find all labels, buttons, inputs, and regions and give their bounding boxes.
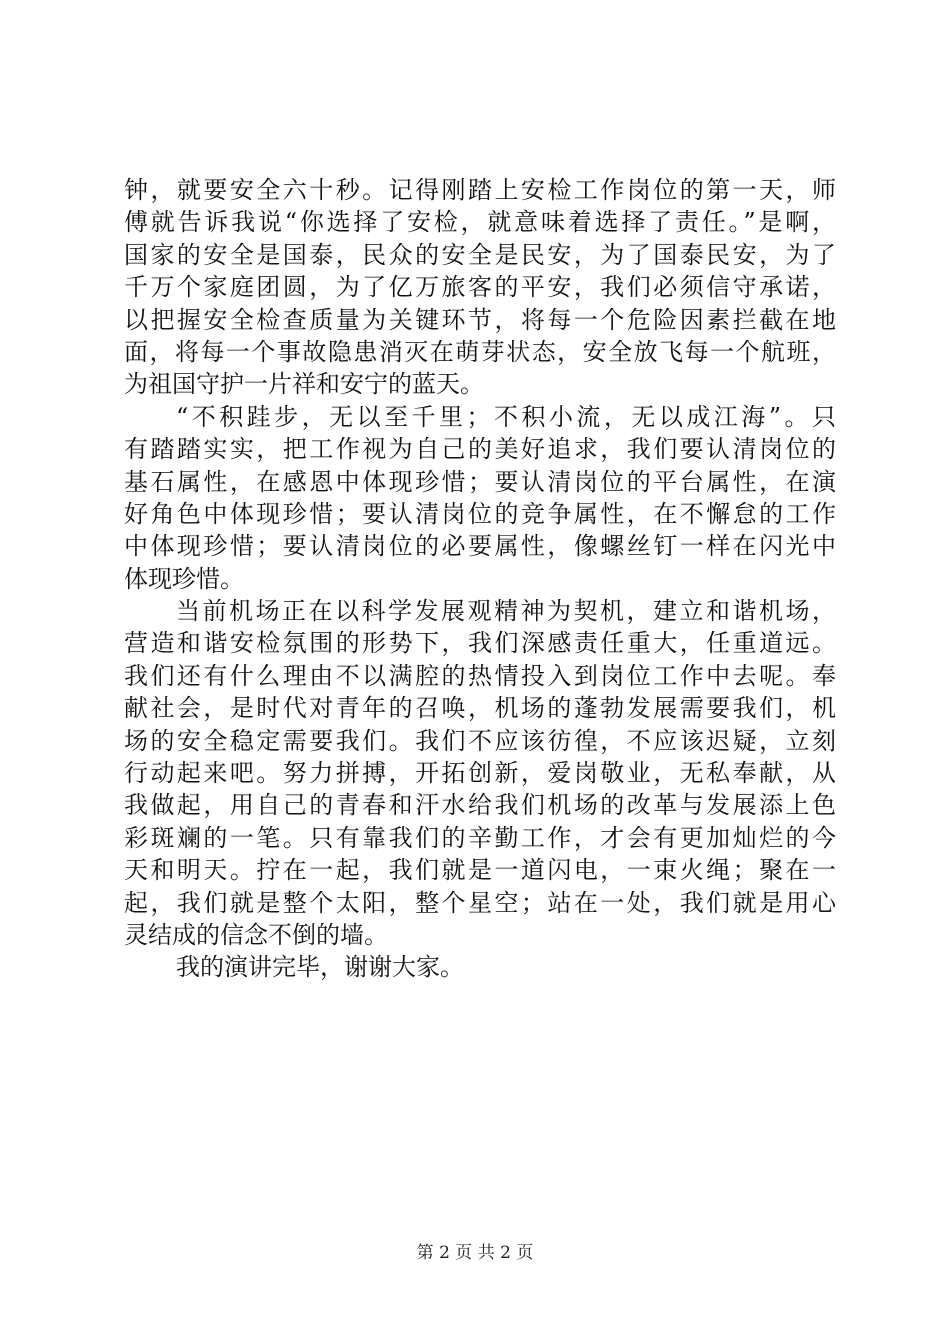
text-line: 行动起来吧。努力拼搏，开拓创新，爱岗敬业，无私奉献，从 (124, 759, 836, 788)
text-line: 好角色中体现珍惜；要认清岗位的竞争属性，在不懈怠的工作 (124, 499, 836, 528)
text-line: 场的安全稳定需要我们。我们不应该彷徨，不应该迟疑，立刻 (124, 726, 836, 755)
text-line: 灵结成的信念不倒的墙。 (124, 920, 388, 949)
text-line: 国家的安全是国泰，民众的安全是民安，为了国泰民安，为了 (124, 240, 836, 269)
text-line: 钟，就要安全六十秒。记得刚踏上安检工作岗位的第一天，师 (124, 176, 836, 204)
paragraph-first-line: 当前机场正在以科学发展观精神为契机，建立和谐机场， (176, 597, 836, 626)
text-line: 彩斑斓的一笔。只有靠我们的辛勤工作，才会有更加灿烂的今 (124, 823, 836, 852)
paragraph-first-line: “不积跬步，无以至千里；不积小流，无以成江海”。只 (176, 402, 836, 431)
closing-line: 我的演讲完毕，谢谢大家。 (176, 953, 464, 982)
text-line: 体现珍惜。 (124, 564, 244, 593)
text-line: 有踏踏实实，把工作视为自己的美好追求，我们要认清岗位的 (124, 435, 836, 464)
text-line: 千万个家庭团圆，为了亿万旅客的平安，我们必须信守承诺， (124, 273, 836, 302)
text-line: 起，我们就是整个太阳，整个星空；站在一处，我们就是用心 (124, 888, 836, 917)
page-footer: 第 2 页 共 2 页 (416, 1243, 534, 1263)
text-line: 基石属性，在感恩中体现珍惜；要认清岗位的平台属性，在演 (124, 467, 836, 496)
text-line: 献社会，是时代对青年的召唤，机场的蓬勃发展需要我们，机 (124, 694, 836, 723)
speech-body (124, 174, 836, 984)
text-line: 中体现珍惜；要认清岗位的必要属性，像螺丝钉一样在闪光中 (124, 532, 836, 561)
text-line: 天和明天。拧在一起，我们就是一道闪电，一束火绳；聚在一 (124, 856, 836, 885)
text-line: 我做起，用自己的青春和汗水给我们机场的改革与发展添上色 (124, 791, 836, 820)
text-line: 为祖国守护一片祥和安宁的蓝天。 (124, 370, 484, 399)
text-line: 傅就告诉我说“你选择了安检，就意味着选择了责任。”是啊， (124, 208, 836, 237)
text-line: 营造和谐安检氛围的形势下，我们深感责任重大，任重道远。 (124, 629, 836, 658)
text-line: 面，将每一个事故隐患消灭在萌芽状态，安全放飞每一个航班， (124, 337, 836, 366)
text-line: 以把握安全检查质量为关键环节，将每一个危险因素拦截在地 (124, 305, 836, 334)
text-line: 我们还有什么理由不以满腔的热情投入到岗位工作中去呢。奉 (124, 661, 836, 690)
